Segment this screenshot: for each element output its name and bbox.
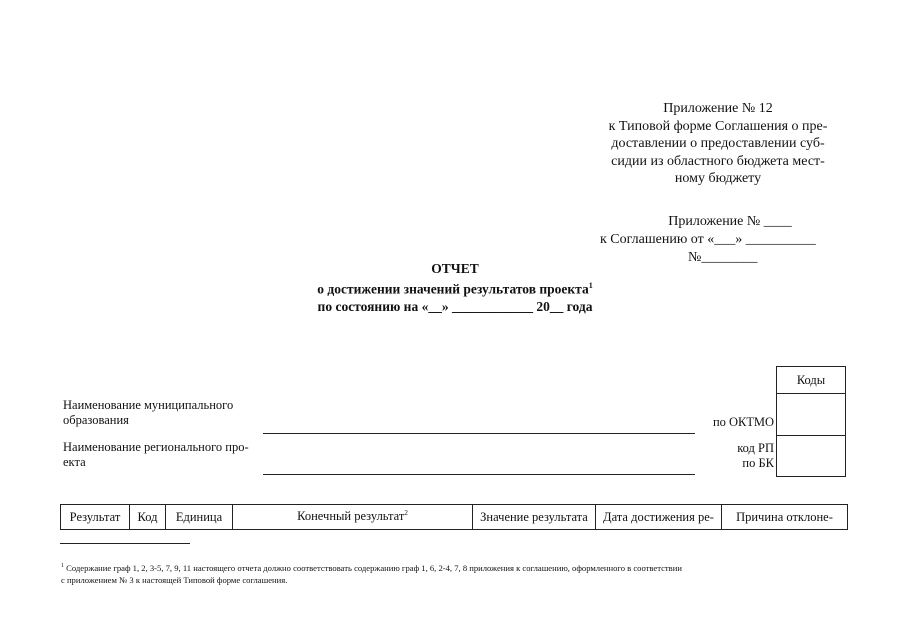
annex-12-line-2: к Типовой форме Соглашения о пре- bbox=[608, 118, 828, 134]
table-header-row bbox=[61, 505, 848, 530]
annex-blank-line-2: к Соглашению от «___» __________ bbox=[600, 232, 816, 247]
footnote-separator bbox=[60, 543, 190, 544]
annex-blank-line-3: №________ bbox=[688, 250, 758, 265]
annex-12-line-5: ному бюджету bbox=[674, 171, 762, 186]
footnote-ref-1: 1 bbox=[588, 281, 593, 290]
col-unit: Единица bbox=[166, 505, 233, 530]
col-result: Результат bbox=[61, 505, 130, 530]
report-title-line-3: по состоянию на «__» ____________ 20__ года bbox=[317, 298, 593, 314]
results-table bbox=[60, 504, 848, 530]
project-label: Наименование регионального про- екта bbox=[63, 440, 249, 469]
codes-header: Коды bbox=[777, 367, 845, 394]
rp-code-label: код РП bbox=[737, 441, 774, 455]
footnote-line-1: $^1$ Содержание граф 1, 2, 3-5, 7, 9, 11 настоящего отчета должно соответствовать содержанию граф 1, 6, 2-4, 7, 8 приложения к соглашению, оформленного в соответствии bbox=[61, 562, 682, 573]
report-title-line-2: о достижении значений результатов проекта$^1$ bbox=[317, 281, 593, 297]
annex-blank-line-1: Приложение № ____ bbox=[668, 214, 792, 229]
municipality-label: Наименование муниципального образования bbox=[63, 398, 234, 427]
report-title bbox=[250, 260, 660, 315]
col-deviation-reason: Причина отклоне- bbox=[722, 505, 848, 530]
municipality-input-line[interactable] bbox=[263, 433, 695, 434]
footnote-ref-2: 2 bbox=[404, 509, 408, 518]
bk-label: по БК bbox=[742, 456, 774, 470]
col-final-result: Конечный результат$^2$ bbox=[233, 505, 473, 530]
report-title-line-1: ОТЧЕТ bbox=[431, 261, 479, 276]
project-input-line[interactable] bbox=[263, 474, 695, 475]
annex-12-line-1: Приложение № 12 bbox=[663, 101, 773, 116]
footnote-line-2: с приложением № 3 к настоящей Типовой форме соглашения. bbox=[61, 574, 288, 585]
codes-box bbox=[776, 366, 846, 477]
col-achievement-date: Дата достижения ре- bbox=[596, 505, 722, 530]
annex-12-line-3: доставлении о предоставлении суб- bbox=[611, 136, 825, 151]
rp-bk-code-cell[interactable] bbox=[777, 436, 845, 476]
oktmo-code-cell[interactable] bbox=[777, 394, 845, 436]
footnote bbox=[61, 560, 861, 586]
annex-12-block bbox=[583, 100, 853, 188]
col-result-value: Значение результата bbox=[473, 505, 596, 530]
col-code: Код bbox=[130, 505, 166, 530]
oktmo-label: по ОКТМО bbox=[712, 415, 774, 429]
annex-12-line-4: сидии из областного бюджета мест- bbox=[611, 153, 825, 169]
